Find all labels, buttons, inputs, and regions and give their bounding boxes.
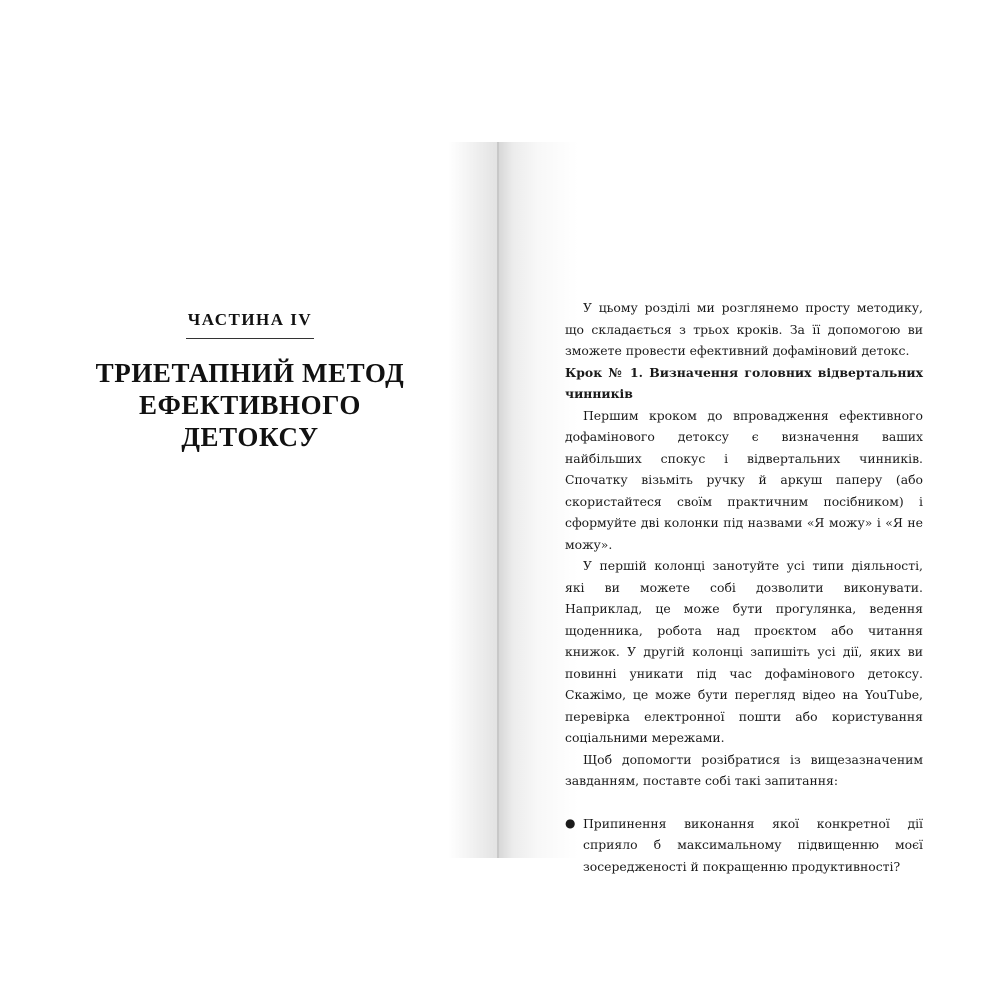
part-title-line-1: ТРИЕТАПНИЙ МЕТОД: [95, 358, 405, 388]
book-gutter: [497, 142, 499, 858]
list-item: [565, 813, 923, 878]
part-title: [80, 357, 420, 453]
body-paragraph: У першій колонці занотуйте усі типи діяльності, які ви можете собі дозволити виконувати. Наприклад, це може бути прогулянка, ведення щоденника, робота над проєктом або читання книжок. У другій колонці запишіть усі дії, яких ви повинні уникати під час дофамінового детоксу. Скажімо, це може бути перегляд відео на YouTube, перевірка електронної пошти або користування соціальними мережами.: [565, 558, 923, 745]
part-label: ЧАСТИНА IV: [187, 310, 313, 329]
right-page-text: [565, 297, 923, 877]
bullet-icon: ●: [565, 815, 576, 830]
list-item-text: Припинення виконання якої конкретної дії сприяло б максимальному підвищенню моєї зосередженості й покращенню продуктивності?: [583, 815, 923, 874]
left-page: [0, 142, 498, 858]
part-divider-rule: [186, 338, 314, 339]
intro-paragraph: У цьому розділі ми розглянемо просту методику, що складається з трьох кроків. За її допомогою ви зможете провести ефективний дофаміновий детокс.: [565, 300, 923, 358]
book-spread: [0, 142, 1000, 874]
body-paragraph: Щоб допомогти розібратися із вищезазначеним завданням, поставте собі такі запитання:: [565, 751, 923, 788]
part-title-line-2: ЕФЕКТИВНОГО ДЕТОКСУ: [139, 390, 361, 452]
step-1-heading: Крок № 1. Визначення головних відвертальних чинників: [565, 364, 923, 401]
question-list: [565, 813, 923, 878]
part-title-block: [80, 310, 420, 453]
body-paragraph: Першим кроком до впровадження ефективного дофамінового детоксу є визначення ваших найбільших спокус і відвертальних чинників. Спочатку візьміть ручку й аркуш паперу (або скористайтеся своїм практичним посібником) і сформуйте дві колонки під назвами «Я можу» і «Я не можу».: [565, 407, 923, 552]
